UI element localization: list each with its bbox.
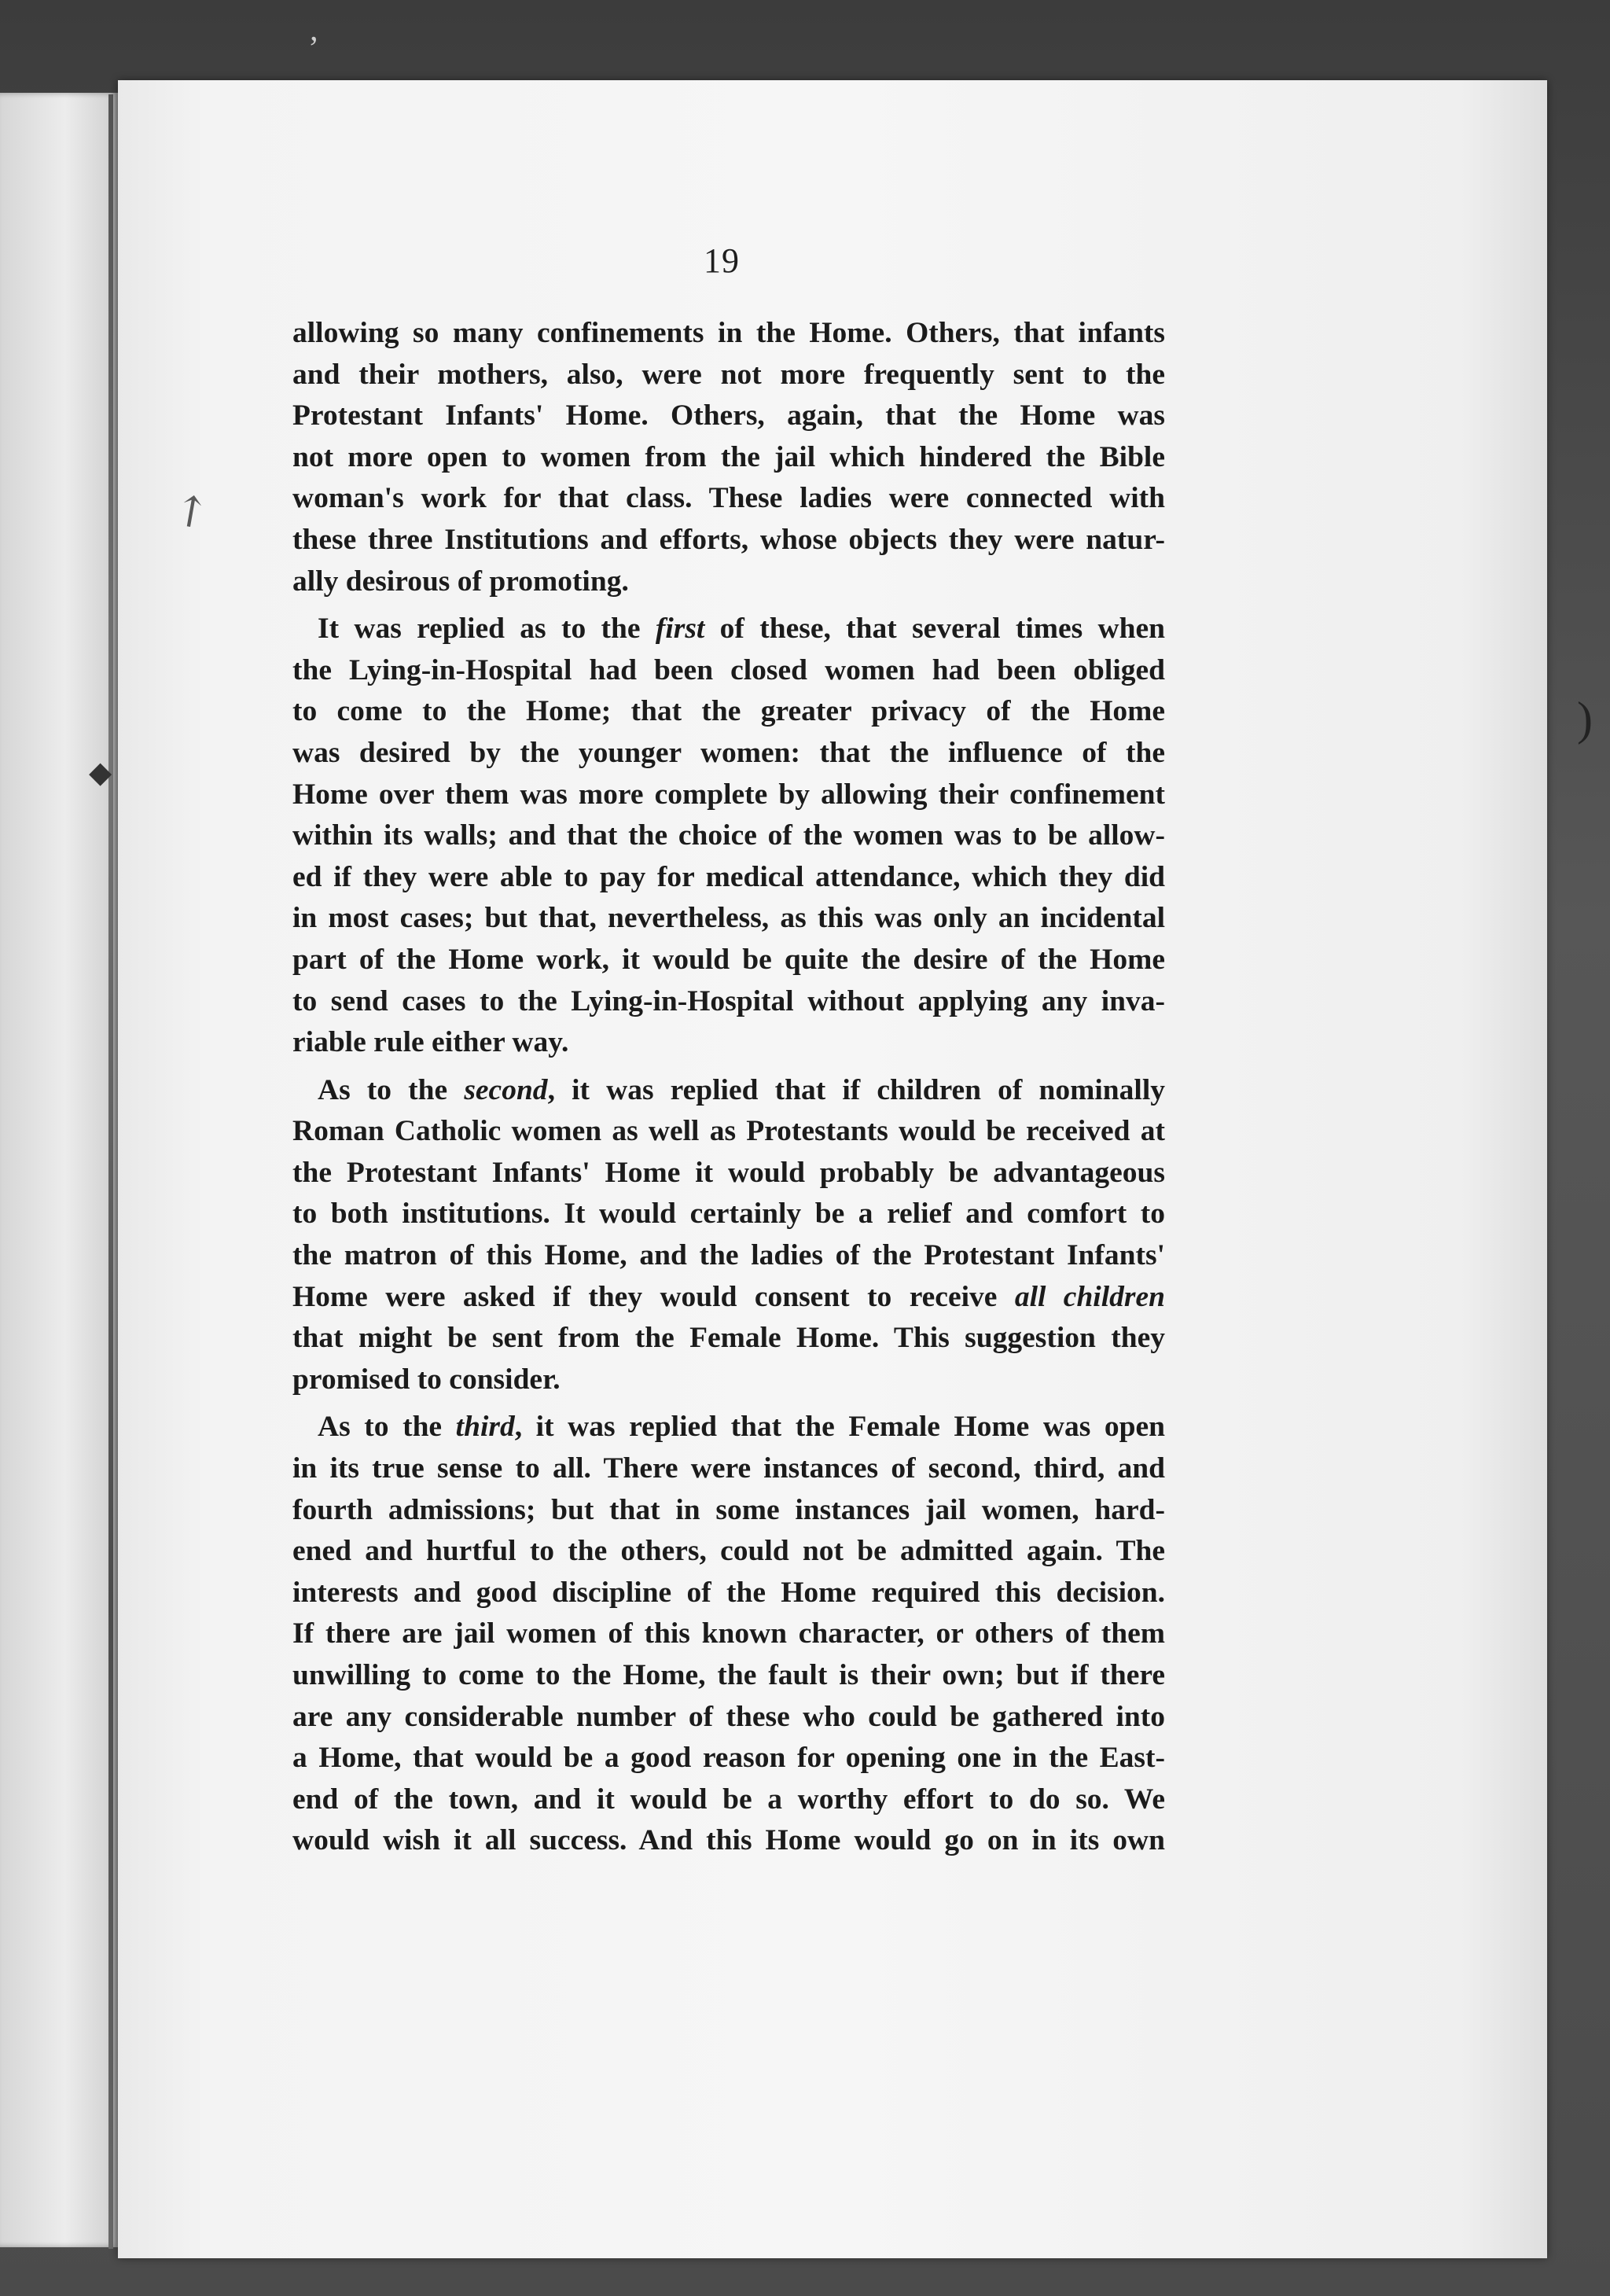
text-line: ened and hurtful to the others, could not be admitted again. The <box>292 1535 1165 1568</box>
text-line: If there are jail women of this known character, or others of them <box>292 1617 1165 1650</box>
text-line: As to the second, it was replied that if children of nominally <box>318 1073 1165 1106</box>
text-line: Home over them was more complete by allowing their confinement <box>292 778 1165 811</box>
text-line: the Protestant Infants' Home it would probably be advantageous <box>292 1156 1165 1189</box>
left-page-edge <box>0 93 118 2247</box>
emphasized-word: second <box>464 1073 548 1106</box>
text-line: not more open to women from the jail which hindered the Bible <box>292 440 1165 473</box>
text-line: within its walls; and that the choice of the women was to be allow- <box>292 819 1165 852</box>
text-line: would wish it all success. And this Home would go on in its own <box>292 1824 1165 1857</box>
body-text <box>292 313 1165 1862</box>
text-line: end of the town, and it would be a worthy effort to do so. We <box>292 1783 1165 1816</box>
text-line: allowing so many confinements in the Home. Others, that infants <box>292 317 1165 349</box>
text-line: in its true sense to all. There were instances of second, third, and <box>292 1452 1165 1485</box>
emphasized-word: third <box>455 1411 515 1444</box>
text-line: Protestant Infants' Home. Others, again, that the Home was <box>292 399 1165 432</box>
text-line: unwilling to come to the Home, the fault is their own; but if there <box>292 1659 1165 1691</box>
text-line: the matron of this Home, and the ladies of the Protestant Infants' <box>292 1239 1165 1272</box>
emphasized-word: first <box>655 613 705 646</box>
edge-mark: ’ <box>308 31 319 67</box>
paragraph <box>292 1070 1165 1401</box>
book-spine <box>108 94 113 2249</box>
text-line: a Home, that would be a good reason for opening one in the East- <box>292 1742 1165 1775</box>
text-line: and their mothers, also, were not more frequently sent to the <box>292 358 1165 391</box>
text-line: was desired by the younger women: that the influence of the <box>292 736 1165 769</box>
text-line: to come to the Home; that the greater privacy of the Home <box>292 695 1165 728</box>
text-line: ally desirous of promoting. <box>292 565 629 598</box>
text-line: As to the third, it was replied that the Female Home was open <box>318 1411 1165 1444</box>
text-line: It was replied as to the first of these, that several times when <box>318 613 1165 646</box>
text-line: that might be sent from the Female Home. This suggestion they <box>292 1322 1165 1355</box>
page-number: 19 <box>704 241 740 280</box>
text-line: these three Institutions and efforts, whose objects they were natur- <box>292 523 1165 556</box>
text-line: promised to consider. <box>292 1363 561 1396</box>
emphasized-word: all children <box>1014 1280 1165 1313</box>
paragraph-gap <box>292 1400 1165 1407</box>
paragraph <box>292 1407 1165 1862</box>
text-line: woman's work for that class. These ladies were connected with <box>292 482 1165 515</box>
text-line: ed if they were able to pay for medical attendance, which they did <box>292 860 1165 893</box>
paragraph-gap <box>292 602 1165 609</box>
text-line: Home were asked if they would consent to receive all children <box>292 1280 1165 1313</box>
text-line: interests and good discipline of the Home required this decision. <box>292 1576 1165 1609</box>
text-line: fourth admissions; but that in some instances jail women, hard- <box>292 1493 1165 1526</box>
text-line: riable rule either way. <box>292 1026 569 1059</box>
text-line: part of the Home work, it would be quite the desire of the Home <box>292 943 1165 976</box>
text-line: to both institutions. It would certainly be a relief and comfort to <box>292 1198 1165 1231</box>
text-line: the Lying-in-Hospital had been closed women had been obliged <box>292 653 1165 686</box>
text-line: to send cases to the Lying-in-Hospital without applying any inva- <box>292 984 1165 1017</box>
margin-pointer-icon: ◆ <box>89 756 112 789</box>
text-line: in most cases; but that, nevertheless, as this was only an incidental <box>292 902 1165 935</box>
margin-arrow-icon: ↗ <box>163 481 219 541</box>
text-line: are any considerable number of these who could be gathered into <box>292 1700 1165 1733</box>
paragraph <box>292 313 1165 602</box>
paragraph-gap <box>292 1064 1165 1070</box>
text-line: Roman Catholic women as well as Protestants would be received at <box>292 1115 1165 1148</box>
right-edge-mark: ) <box>1577 693 1593 745</box>
paragraph <box>292 609 1165 1064</box>
